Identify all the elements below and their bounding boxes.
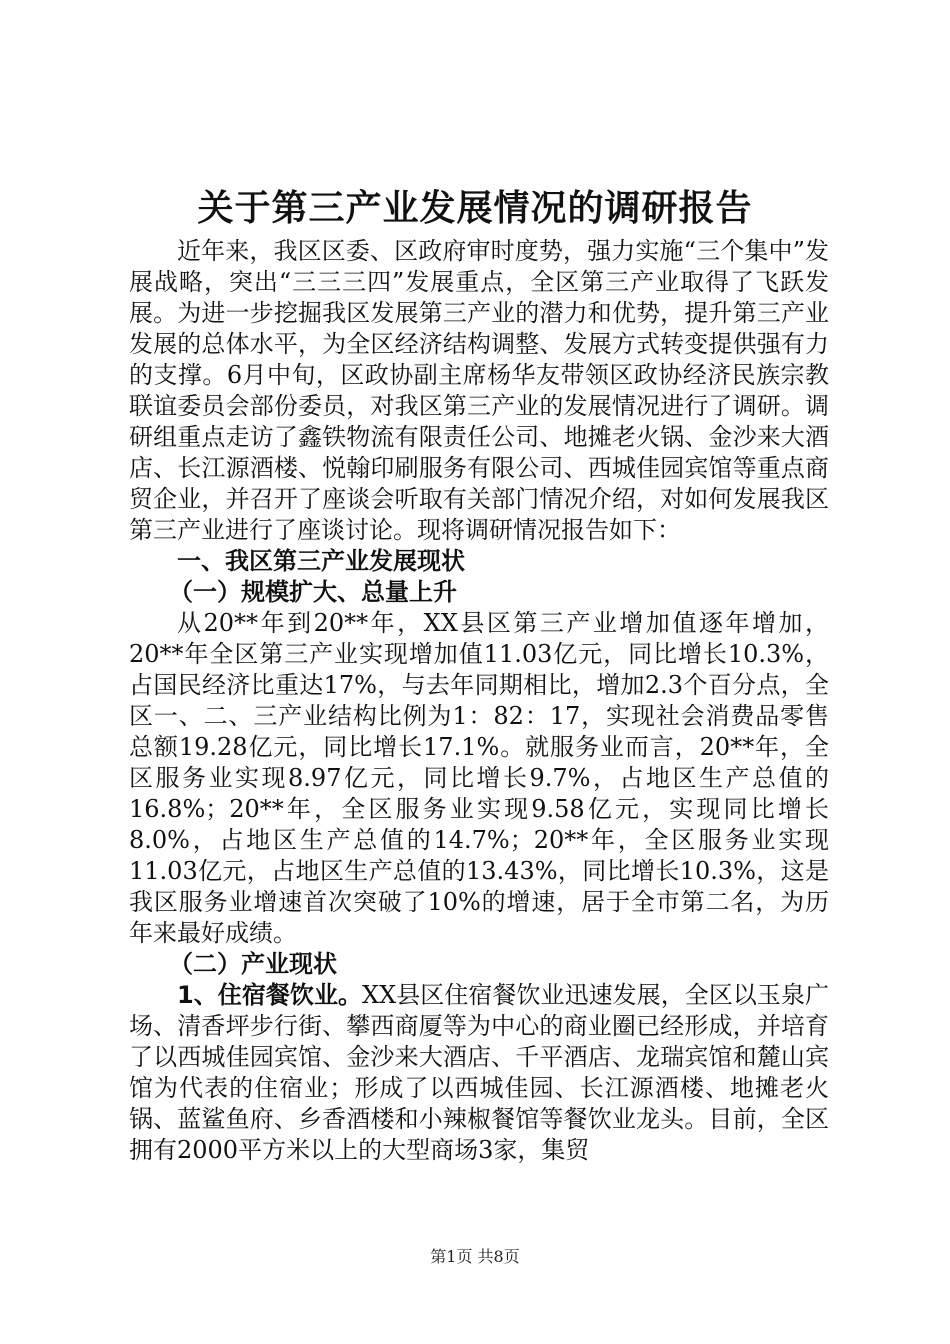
item-text: XX县区住宿餐饮业迅速发展，全区以玉泉广场、清香坪步行街、攀西商厦等为中心的商业圈已经形成，并培育了以西城佳园宾馆、金沙来大酒店、千平酒店、龙瑞宾馆和麓山宾馆为代表的住宿业；形成了以西城佳园、长江源酒楼、地摊老火锅、蓝鲨鱼府、乡香酒楼和小辣椒餐馆等餐饮业龙头。目前，全区拥有2000平方米以上的大型商场3家，集贸	[129, 981, 829, 1164]
document-title: 关于第三产业发展情况的调研报告	[197, 188, 753, 229]
intro-paragraph: 近年来，我区区委、区政府审时度势，强力实施“三个集中”发展战略，突出“三三三四”发展重点，全区第三产业取得了飞跃发展。为进一步挖掘我区发展第三产业的潜力和优势，提升第三产业发展的总体水平，为全区经济结构调整、发展方式转变提供强有力的支撑。6月中旬，区政协副主席杨华友带领区政协经济民族宗教联谊委员会部份委员，对我区第三产业的发展情况进行了调研。调研组重点走访了鑫铁物流有限责任公司、地摊老火锅、金沙来大酒店、长江源酒楼、悦翰印刷服务有限公司、西城佳园宾馆等重点商贸企业，并召开了座谈会听取有关部门情况介绍，对如何发展我区第三产业进行了座谈讨论。现将调研情况报告如下：	[129, 237, 829, 544]
subsection-heading: （二）产业现状	[169, 950, 337, 978]
subsection-heading: （一）规模扩大、总量上升	[169, 578, 457, 606]
industry-paragraph	[129, 980, 829, 1166]
section-heading: 一、我区第三产业发展现状	[177, 547, 465, 575]
document-body	[129, 236, 829, 1166]
page-number: 第1页 共8页	[430, 1247, 520, 1266]
scale-paragraph: 从20**年到20**年，XX县区第三产业增加值逐年增加，20**年全区第三产业实现增加值11.03亿元，同比增长10.3%，占国民经济比重达17%，与去年同期相比，增加2.3个百分点，全区一、二、三产业结构比例为1：82：17，实现社会消费品零售总额19.28亿元，同比增长17.1%。就服务业而言，20**年，全区服务业实现8.97亿元，同比增长9.7%，占地区生产总值的16.8%；20**年，全区服务业实现9.58亿元，实现同比增长8.0%，占地区生产总值的14.7%；20**年，全区服务业实现11.03亿元，占地区生产总值的13.43%，同比增长10.3%，这是我区服务业增速首次突破了10%的增速，居于全市第二名，为历年来最好成绩。	[129, 609, 829, 947]
item-lead: 1、住宿餐饮业。	[177, 981, 363, 1009]
